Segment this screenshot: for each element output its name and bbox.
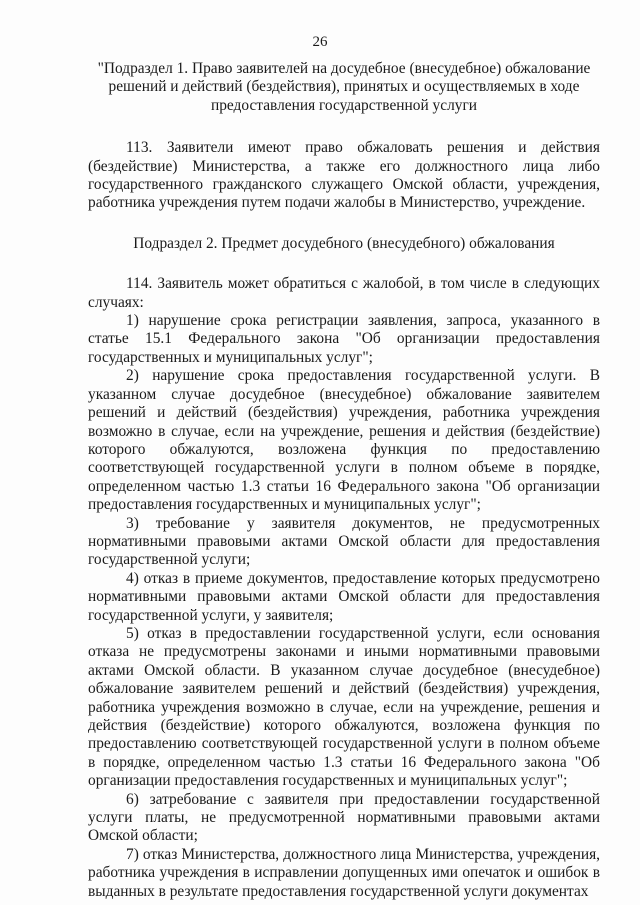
document-body: [88, 60, 600, 901]
list-item-2: 2) нарушение срока предоставления государственной услуги. В указанном случае досудебное (внесудебное) обжалование заявителем решений и действий (бездействия) учреждения, работника учреждения возможно в случае, если на учреждение, решения и действия (бездействие) которого обжалуются, возложена функция по предоставлению соответствующей государственной услуги в полном объеме в порядке, определенном частью 1.3 статьи 16 Федерального закона "Об организации предоставления государственных и муниципальных услуг";: [88, 367, 600, 514]
list-item-3: 3) требование у заявителя документов, не предусмотренных нормативными правовыми актами Омской области для предоставления государственной услуги;: [88, 514, 600, 569]
page-number: 26: [312, 34, 328, 50]
list-item-7: 7) отказ Министерства, должностного лица Министерства, учреждения, работника учреждения в исправлении допущенных ими опечаток и ошибок в выданных в результате предоставления государственной услуги документах: [88, 845, 600, 900]
section-2-heading: Подраздел 2. Предмет досудебного (внесудебного) обжалования: [133, 234, 555, 252]
list-item-1: 1) нарушение срока регистрации заявления, запроса, указанного в статье 15.1 Федерального закона "Об организации предоставления государственных и муниципальных услуг";: [88, 312, 600, 366]
list-item-4: 4) отказ в приеме документов, предоставление которых предусмотрено нормативными правовыми актами Омской области для предоставления государственной услуги, у заявителя;: [88, 569, 600, 624]
list-item-5: 5) отказ в предоставлении государственной услуги, если основания отказа не предусмотрены законами и иными нормативными правовыми актами Омской области. В указанном случае досудебное (внесудебное) обжалование заявителем решений и действий (бездействия) учреждения, работника учреждения возможно в случае, если на учреждение, решения и действия (бездействие) которого обжалуются, возложена функция по предоставлению соответствующей государственной услуги в полном объеме в порядке, определенном частью 1.3 статьи 16 Федерального закона "Об организации предоставления государственных и муниципальных услуг";: [88, 624, 600, 790]
list-item-6: 6) затребование с заявителя при предоставлении государственной услуги платы, не предусмотренной нормативными правовыми актами Омской области;: [88, 790, 600, 845]
section-1-heading: "Подраздел 1. Право заявителей на досудебное (внесудебное) обжалование решений и действий (бездействия), принятых и осуществляемых в ходе предоставления государственной услуги: [97, 60, 591, 114]
paragraph-114: 114. Заявитель может обратиться с жалобой, в том числе в следующих случаях:: [88, 275, 600, 311]
paragraph-113: 113. Заявители имеют право обжаловать решения и действия (бездействие) Министерства, а также его должностного лица либо государственного гражданского служащего Омской области, учреждения, работника учреждения путем подачи жалобы в Министерство, учреждение.: [88, 139, 600, 212]
